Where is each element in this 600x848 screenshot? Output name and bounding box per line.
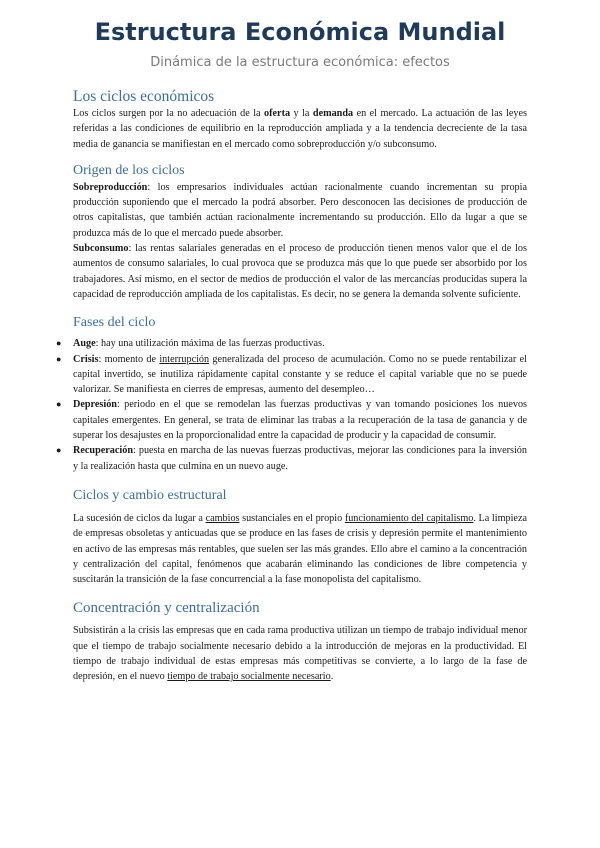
text-run: : puesta en marcha de las nuevas fuerzas productivas, mejorar las condiciones para la inversión y la realización hasta que culmina en un nuevo auge. <box>73 445 527 472</box>
text-run: : periodo en el que se remodelan las fuerzas productivas y van tomando posiciones los nuevos capitales emergentes. En general, se trata de eliminar las trabas a la recuperación de la tasa de ganancia y de superar los desajustes en la proporcionalidad entre la capacidad de producir y la capacidad de consumir. <box>73 399 527 442</box>
term-subconsumo: Subconsumo <box>73 243 129 255</box>
underlined-cambios: cambios <box>205 512 240 524</box>
underlined-tiempo-trabajo: tiempo de trabajo socialmente necesario <box>167 671 331 683</box>
heading-ciclos-cambio-estructural: Ciclos y cambio estructural <box>73 487 227 503</box>
list-item-depresion <box>56 397 527 443</box>
heading-ciclos-economicos: Los ciclos económicos <box>73 88 215 105</box>
term-demanda: demanda <box>312 108 354 119</box>
heading-concentracion-centralizacion: Concentración y centralización <box>73 600 260 617</box>
text-run: La sucesión de ciclos da lugar a <box>73 512 206 524</box>
text-run: : las rentas salariales generadas en el proceso de producción tienen menos valor que el de los aumentos de consumo salariales, lo cual provoca que se produzca más que lo que puede ser absorbido por los trabajadores. Así mismo, en el sector de medios de producción el valor de las mercancías producidas supera la capacidad de reproducción ampliada de los capitalistas. Es decir, no se genera la demanda solvente suficiente. <box>73 243 527 300</box>
heading-fases-ciclo: Fases del ciclo <box>73 315 156 331</box>
paragraph-ciclos <box>73 106 527 152</box>
term-oferta: oferta <box>264 108 291 119</box>
term-recuperacion: Recuperación <box>73 445 133 457</box>
underlined-funcionamiento: funcionamiento del capitalismo <box>344 512 474 524</box>
term-crisis: Crisis <box>73 353 99 365</box>
text-run: sustanciales en el propio <box>239 512 345 524</box>
bullet-icon: ● <box>56 353 62 364</box>
fases-list <box>56 336 527 474</box>
paragraph-concentracion <box>73 623 527 684</box>
text-run: : momento de <box>98 353 160 365</box>
paragraph-subconsumo <box>73 241 527 302</box>
heading-origen-ciclos: Origen de los ciclos <box>73 162 185 178</box>
bullet-icon: ● <box>56 338 62 349</box>
text-run: Subsistirán a la crisis las empresas que en cada rama productiva utilizan un tiempo de trabajo individual menor que el tiempo de trabajo socialmente necesario debido a la introducción de mejoras en la productividad. El tiempo de trabajo individual de estas empresas más competitivas se convierte, a lo largo de la fase de depresión, en el nuevo <box>73 625 527 683</box>
underlined-interrupcion: interrupción <box>159 353 210 365</box>
text-run: . La limpieza de empresas obsoletas y anticuadas que se produce en las fases de crisis y depresión permite el mantenimiento en activo de las empresas más rentables, que suelen ser las más grandes. Ello abre el camino a la concentración y centralización del capital, fenómenos que acabarán eliminando las condiciones de libre competencia y suscitarán la transición de la fase concurrencial a la fase monopolista del capitalismo. <box>73 512 527 586</box>
text-run: y la <box>290 108 313 119</box>
text-run: : los empresarios individuales actúan racionalmente cuando incrementan su propia producción suponiendo que el mercado la podrá absorber. Pero desconocen las decisiones de producción de otros capitalistas, que también actúan racionalmente incrementando su producción. Ello da lugar a que se produzca más de lo que el mercado puede absorber. <box>73 181 527 239</box>
paragraph-cambio-estructural <box>73 511 527 587</box>
list-item-recuperacion <box>56 443 527 474</box>
bullet-icon: ● <box>56 399 62 410</box>
bullet-icon: ● <box>56 445 62 456</box>
text-run: Los ciclos surgen por la no adecuación de la <box>73 108 265 119</box>
document-subtitle: Dinámica de la estructura económica: efectos <box>150 55 450 70</box>
term-depresion: Depresión <box>73 399 117 411</box>
text-run: . <box>330 671 334 683</box>
text-run: : hay una utilización máxima de las fuerzas productivas. <box>95 338 325 350</box>
text-run: generalizada del proceso de acumulación. Como no se puede rentabilizar el capital invertido, se inutiliza rápidamente capital constante y se reduce el capital variable que no se puede valorizar. Se manifiesta en cierres de empresas, aumento del desempleo… <box>73 353 527 396</box>
document-title: Estructura Económica Mundial <box>94 18 506 46</box>
term-sobreproduccion: Sobreproducción <box>73 181 148 193</box>
text-run: en el mercado. La actuación de las leyes referidas a las condiciones de equilibrio en la reproducción ampliada y a la tendencia decreciente de la tasa media de ganancia se manifiestan en el mercado como sobreproducción y/o subconsumo. <box>73 108 527 150</box>
paragraph-sobreproduccion <box>73 180 527 241</box>
term-auge: Auge <box>73 338 96 350</box>
list-item-crisis <box>56 352 527 398</box>
list-item-auge <box>56 336 527 351</box>
